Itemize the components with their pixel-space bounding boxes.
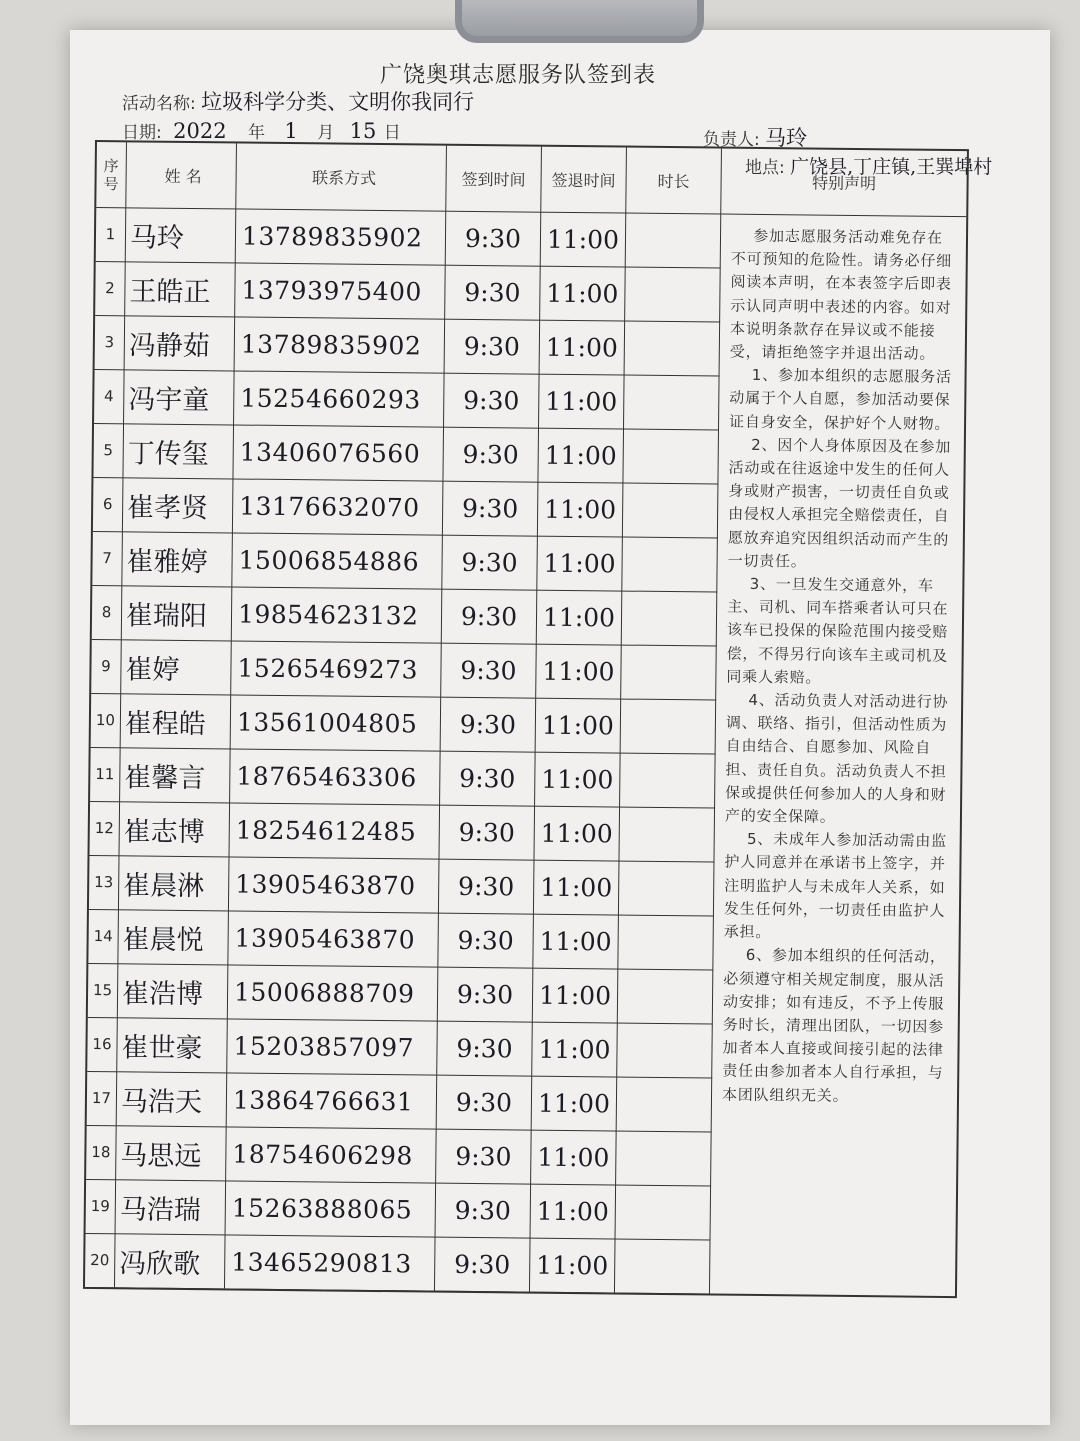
contact-phone: 15203857097 bbox=[227, 1018, 438, 1074]
row-index: 14 bbox=[88, 909, 119, 963]
sign-out-time: 11:00 bbox=[531, 1130, 617, 1185]
date-year: 2022 bbox=[173, 119, 227, 143]
signer-name: 冯静茹 bbox=[125, 315, 236, 370]
date-year-unit: 年 bbox=[248, 123, 265, 143]
table-row bbox=[88, 909, 714, 971]
duration-cell bbox=[623, 483, 719, 538]
sign-out-time: 11:00 bbox=[531, 1184, 617, 1239]
row-index: 2 bbox=[95, 261, 126, 315]
special-statement-column bbox=[710, 149, 967, 1297]
contact-phone: 13789835902 bbox=[236, 208, 447, 264]
location-value: 广饶县,丁庄镇,王巽埠村 bbox=[790, 156, 993, 178]
sign-out-time: 11:00 bbox=[533, 914, 619, 969]
signer-name: 崔浩博 bbox=[118, 963, 229, 1018]
sign-out-time: 11:00 bbox=[538, 482, 624, 537]
contact-phone: 13561004805 bbox=[231, 694, 442, 750]
header-sign-in: 签到时间 bbox=[446, 146, 542, 212]
table-row bbox=[96, 207, 722, 269]
table-row bbox=[85, 1233, 711, 1295]
sign-in-table bbox=[83, 140, 969, 1298]
sign-in-time: 9:30 bbox=[435, 1237, 531, 1292]
sign-out-time: 11:00 bbox=[534, 806, 620, 861]
header-contact: 联系方式 bbox=[236, 143, 447, 210]
sign-in-time: 9:30 bbox=[443, 481, 539, 536]
row-index: 12 bbox=[90, 801, 121, 855]
table-row bbox=[92, 585, 718, 647]
table-row bbox=[87, 1017, 713, 1079]
duration-cell bbox=[621, 645, 717, 700]
table-row bbox=[93, 423, 719, 485]
row-index: 16 bbox=[87, 1017, 118, 1071]
table-row bbox=[86, 1125, 712, 1187]
header-sign-out: 签退时间 bbox=[541, 147, 627, 213]
sign-out-time: 11:00 bbox=[536, 698, 622, 753]
binder-clip bbox=[455, 0, 704, 43]
row-index: 6 bbox=[93, 477, 124, 531]
contact-phone: 18765463306 bbox=[230, 748, 441, 804]
signer-name: 王皓正 bbox=[125, 261, 236, 316]
signer-name: 马思远 bbox=[116, 1125, 227, 1180]
activity-line bbox=[122, 86, 474, 116]
row-index: 7 bbox=[92, 531, 123, 585]
sign-out-time: 11:00 bbox=[537, 590, 623, 645]
signer-name: 崔婷 bbox=[121, 639, 232, 694]
row-index: 20 bbox=[85, 1233, 116, 1287]
sign-in-time: 9:30 bbox=[443, 427, 539, 482]
sign-in-time: 9:30 bbox=[438, 913, 534, 968]
header-index bbox=[96, 142, 127, 207]
location-label: 地点: bbox=[745, 158, 785, 178]
sign-in-time: 9:30 bbox=[439, 805, 535, 860]
signer-name: 崔晨淋 bbox=[119, 855, 230, 910]
date-day: 15 bbox=[349, 119, 377, 143]
row-index: 11 bbox=[90, 747, 121, 801]
header-index-top: 序 bbox=[103, 156, 119, 175]
header-duration: 时长 bbox=[626, 148, 722, 214]
header-name: 姓 名 bbox=[126, 142, 237, 208]
form-title: 广饶奥琪志愿服务队签到表 bbox=[380, 63, 657, 88]
sign-out-time: 11:00 bbox=[534, 860, 620, 915]
sign-out-time: 11:00 bbox=[539, 374, 625, 429]
sign-in-time: 9:30 bbox=[440, 751, 536, 806]
duration-cell bbox=[619, 861, 715, 916]
contact-phone: 15265469273 bbox=[231, 640, 442, 696]
signer-name: 崔孝贤 bbox=[123, 477, 234, 532]
row-index: 5 bbox=[93, 423, 124, 477]
header-special: 特别声明 bbox=[721, 149, 967, 218]
table-row bbox=[92, 531, 718, 593]
signer-name: 崔馨言 bbox=[120, 747, 231, 802]
duration-cell bbox=[615, 1239, 711, 1294]
leader-value: 马玲 bbox=[765, 126, 808, 150]
sign-in-time: 9:30 bbox=[439, 859, 535, 914]
sign-out-time: 11:00 bbox=[538, 428, 624, 483]
duration-cell bbox=[618, 915, 714, 970]
signer-name: 崔瑞阳 bbox=[122, 585, 233, 640]
duration-cell bbox=[625, 321, 721, 376]
table-row bbox=[90, 801, 716, 863]
duration-cell bbox=[617, 1077, 713, 1132]
contact-phone: 19854623132 bbox=[232, 586, 443, 642]
sign-in-time: 9:30 bbox=[445, 265, 541, 320]
sign-in-time: 9:30 bbox=[442, 535, 538, 590]
contact-phone: 13406076560 bbox=[233, 424, 444, 480]
table-row bbox=[91, 639, 717, 701]
sign-out-time: 11:00 bbox=[537, 536, 623, 591]
signer-name: 崔世豪 bbox=[117, 1017, 228, 1072]
sign-in-time: 9:30 bbox=[437, 1021, 533, 1076]
date-line bbox=[122, 118, 401, 143]
table-row bbox=[95, 315, 721, 377]
table-row bbox=[86, 1179, 712, 1241]
activity-label: 活动名称: bbox=[122, 94, 196, 114]
signer-name: 崔程皓 bbox=[121, 693, 232, 748]
row-index: 3 bbox=[95, 315, 126, 369]
sign-in-time: 9:30 bbox=[436, 1183, 532, 1238]
table-row bbox=[94, 369, 720, 431]
duration-cell bbox=[622, 537, 718, 592]
row-index: 10 bbox=[91, 693, 122, 747]
date-day-unit: 日 bbox=[383, 123, 401, 143]
table-row bbox=[87, 1071, 713, 1133]
contact-phone: 15263888065 bbox=[226, 1180, 437, 1236]
signer-name: 冯欣歌 bbox=[115, 1233, 226, 1288]
duration-cell bbox=[618, 969, 714, 1024]
table-row bbox=[91, 693, 717, 755]
row-index: 19 bbox=[86, 1179, 117, 1233]
sign-in-time: 9:30 bbox=[441, 697, 537, 752]
header-index-bottom: 号 bbox=[103, 174, 119, 193]
table-row bbox=[89, 855, 715, 917]
contact-phone: 13176632070 bbox=[233, 478, 444, 534]
table-row bbox=[88, 963, 714, 1025]
sign-in-time: 9:30 bbox=[446, 211, 542, 266]
signer-name: 崔志博 bbox=[120, 801, 231, 856]
duration-cell bbox=[616, 1185, 712, 1240]
signer-name: 崔晨悦 bbox=[118, 909, 229, 964]
signer-name: 马浩天 bbox=[117, 1071, 228, 1126]
sign-in-time: 9:30 bbox=[444, 373, 540, 428]
contact-phone: 13864766631 bbox=[227, 1072, 438, 1128]
sign-out-time: 11:00 bbox=[541, 212, 627, 267]
activity-value: 垃圾科学分类、文明你我同行 bbox=[201, 90, 475, 114]
duration-cell bbox=[619, 807, 715, 862]
sign-out-time: 11:00 bbox=[533, 968, 619, 1023]
leader-label: 负责人: bbox=[703, 130, 760, 150]
row-index: 9 bbox=[91, 639, 122, 693]
duration-cell bbox=[617, 1023, 713, 1078]
date-month-unit: 月 bbox=[317, 123, 335, 143]
signer-name: 马玲 bbox=[126, 207, 237, 262]
signer-name: 崔雅婷 bbox=[122, 531, 233, 586]
duration-cell bbox=[620, 753, 716, 808]
contact-phone: 15006854886 bbox=[232, 532, 443, 588]
duration-cell bbox=[625, 267, 721, 322]
sign-in-time: 9:30 bbox=[436, 1129, 532, 1184]
sign-out-time: 11:00 bbox=[530, 1238, 616, 1293]
row-index: 17 bbox=[87, 1071, 118, 1125]
sign-out-time: 11:00 bbox=[540, 266, 626, 321]
table-header bbox=[96, 142, 722, 215]
table-row bbox=[90, 747, 716, 809]
sign-in-time: 9:30 bbox=[441, 643, 537, 698]
table-row bbox=[93, 477, 719, 539]
row-index: 1 bbox=[96, 207, 127, 261]
duration-cell bbox=[624, 375, 720, 430]
row-index: 4 bbox=[94, 369, 125, 423]
sign-out-time: 11:00 bbox=[535, 752, 621, 807]
sign-out-time: 11:00 bbox=[532, 1076, 618, 1131]
row-index: 18 bbox=[86, 1125, 117, 1179]
contact-phone: 13905463870 bbox=[229, 856, 440, 912]
date-label: 日期: bbox=[122, 123, 162, 143]
date-month: 1 bbox=[284, 119, 298, 143]
row-index: 8 bbox=[92, 585, 123, 639]
contact-phone: 15254660293 bbox=[234, 370, 445, 426]
contact-phone: 13793975400 bbox=[235, 262, 446, 318]
sign-in-time: 9:30 bbox=[445, 319, 541, 374]
row-index: 13 bbox=[89, 855, 120, 909]
signer-name: 冯宇童 bbox=[124, 369, 235, 424]
special-statement-text: 参加志愿服务活动难免存在不可预知的危险性。请务必仔细阅读本声明，在本表签字后即表示认同声明中表述的内容。如对本说明条款存在异议或不能接受，请拒绝签字并退出活动。 1、参加本组织的志愿服务活动属于个人自愿，参加活动要保证自身安全，保护好个人财物。 2、因个人身体原因及在参加活动或在往返途中发生的任何人身或财产损害，一切责任自负或由侵权人承担完全赔偿责任，自愿放弃追究因组织活动而产生的一切责任。 3、一旦发生交通意外，车主、司机、同车搭乘者认可只在该车已投保的保险范围内接受赔偿，不得另行向该车主或司机及同乘人索赔。 4、活动负责人对活动进行协调、联络、指引，但活动性质为自由结合、自愿参加、风险自担、责任自负。活动负责人不担保或提供任何参加人的人身和财产的安全保障。 5、未成年人参加活动需由监护人同意并在承诺书上签字，并注明监护人与未成年人关系，如发生任何外，一切责任由监护人承担。 6、参加本组织的任何活动，必须遵守相关规定制度，服从活动安排；如有违反，不予上传服务时长，清理出团队，一切因参加者本人直接或间接引起的法律责任由参加者本人自行承担，与本团队组织无关。 bbox=[721, 226, 953, 1105]
sign-out-time: 11:00 bbox=[536, 644, 622, 699]
contact-phone: 13789835902 bbox=[235, 316, 446, 372]
contact-phone: 18754606298 bbox=[226, 1126, 437, 1182]
contact-phone: 15006888709 bbox=[228, 964, 439, 1020]
sign-in-time: 9:30 bbox=[437, 1075, 533, 1130]
table-row bbox=[95, 261, 721, 323]
sign-out-time: 11:00 bbox=[540, 320, 626, 375]
row-index: 15 bbox=[88, 963, 119, 1017]
duration-cell bbox=[623, 429, 719, 484]
sign-out-time: 11:00 bbox=[532, 1022, 618, 1077]
duration-cell bbox=[616, 1131, 712, 1186]
contact-phone: 13905463870 bbox=[228, 910, 439, 966]
duration-cell bbox=[621, 699, 717, 754]
sign-in-time: 9:30 bbox=[442, 589, 538, 644]
contact-phone: 18254612485 bbox=[230, 802, 441, 858]
duration-cell bbox=[622, 591, 718, 646]
signer-name: 马浩瑞 bbox=[116, 1179, 227, 1234]
duration-cell bbox=[626, 213, 722, 268]
sign-in-time: 9:30 bbox=[438, 967, 534, 1022]
signer-name: 丁传玺 bbox=[123, 423, 234, 478]
contact-phone: 13465290813 bbox=[225, 1234, 436, 1290]
